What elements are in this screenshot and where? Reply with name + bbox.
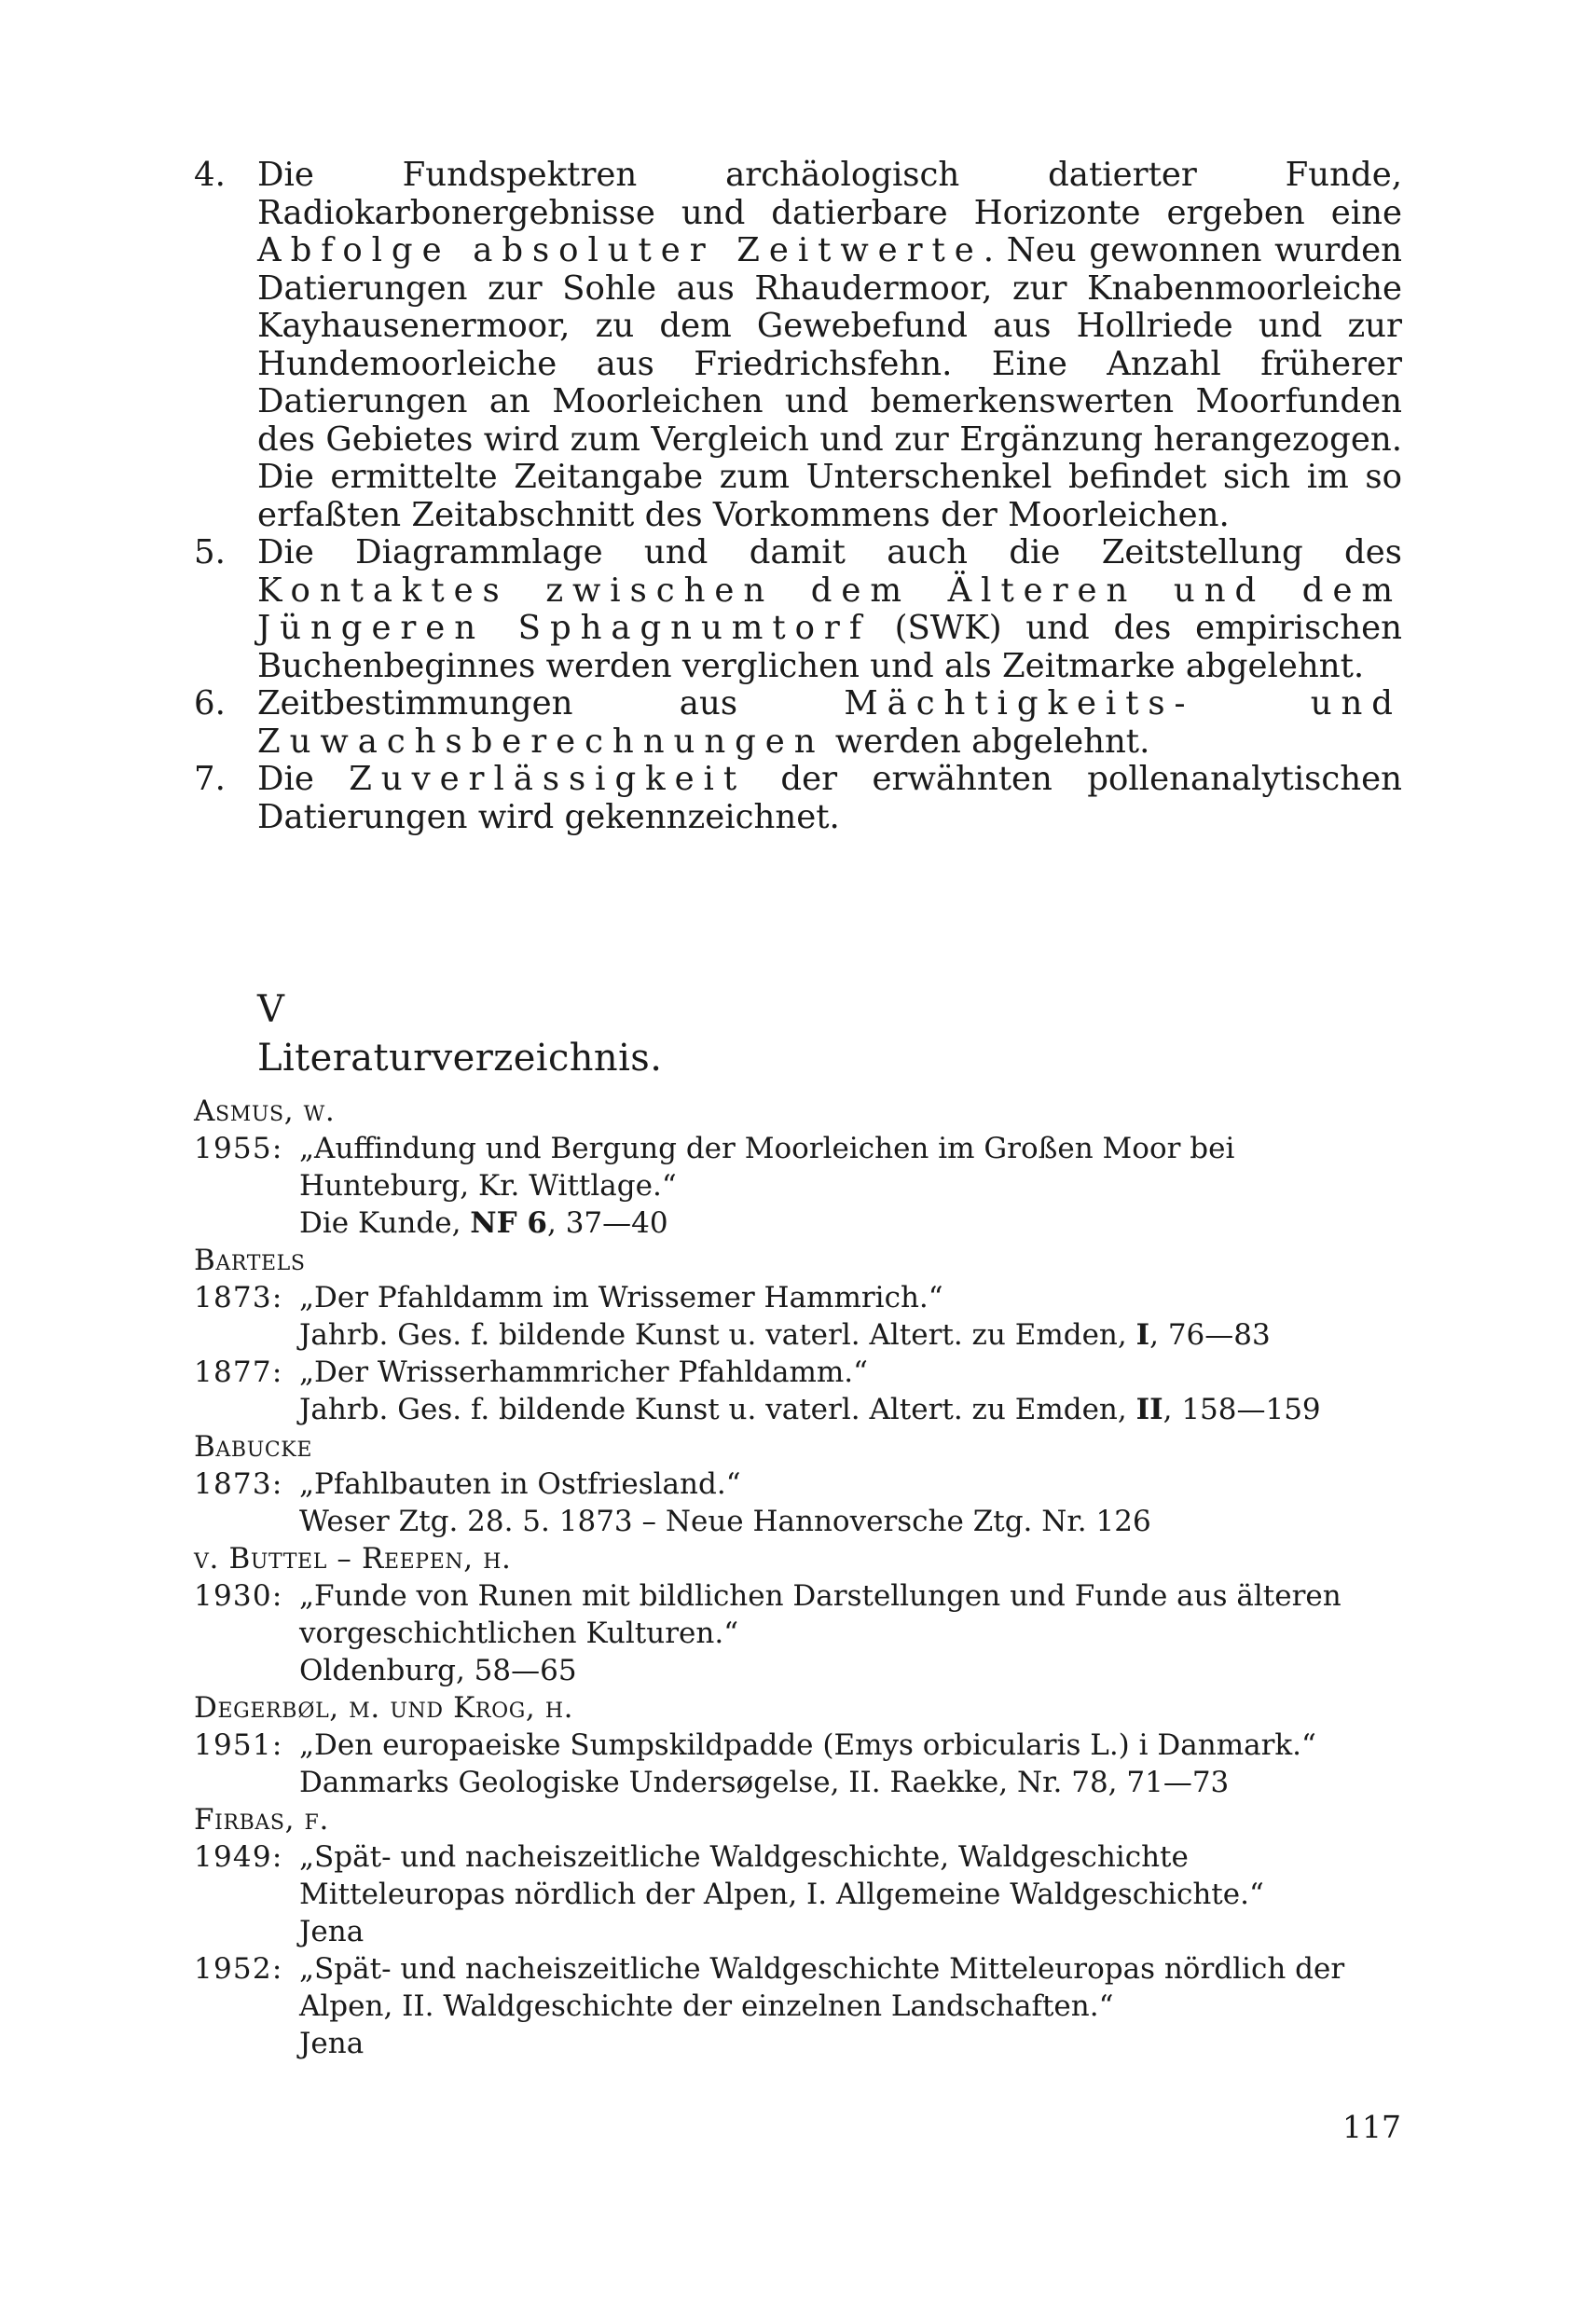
bib-year: 1949: [194,1840,283,1874]
item-text: (SWK) und des empirischen Buchenbeginnes werden verglichen und als Zeitmarke abgelehnt. [257,609,1402,685]
bib-source [194,1652,1402,1689]
page-number: 117 [1342,2109,1401,2145]
source-text: Jena [299,1915,365,1948]
summary-item [194,534,1402,685]
item-number: 6. [194,684,226,722]
bib-year: 1877: [194,1356,283,1389]
bib-entry [194,1354,1402,1391]
bib-entry [194,1577,1402,1652]
bib-year: 1952: [194,1952,283,1986]
bib-title: „Spät- und nacheiszeitliche Waldgeschichte, Waldgeschichte Mitteleuropas nördlich der Alpen, I. Allgemeine Waldgeschichte.“ [299,1840,1264,1911]
item-text: Die Fundspektren archäologisch datierter Funde, Radiokarbonergebnisse und datierbare Horizonte ergeben eine [257,156,1402,232]
volume-number: NF 6 [470,1206,547,1240]
bib-author: Degerbøl, m. und Krog, h. [194,1691,574,1725]
volume-number: II [1135,1393,1163,1426]
summary-list [194,157,1402,836]
item-number: 5. [194,533,226,571]
summary-item [194,685,1402,761]
source-text: Jena [299,2027,365,2060]
item-text: der erwähnten pollenanalytischen Datierungen wird gekennzeichnet. [257,760,1403,836]
volume-number: I [1135,1318,1150,1352]
bib-author: v. Buttel – Reepen, h. [194,1542,512,1576]
bib-source [194,1913,1402,1950]
bib-source [194,1391,1402,1428]
summary-item [194,761,1402,836]
bib-title: „Der Pfahldamm im Wrissemer Hammrich.“ [299,1281,943,1314]
bib-year: 1951: [194,1728,283,1762]
spaced-emphasis: Zuverlässigkeit [349,760,747,798]
item-text: Zeitbestimmungen aus [257,684,845,722]
section-number: V [257,988,284,1031]
spaced-emphasis: Kontaktes zwischen dem Älteren und dem Jüngeren Sphagnumtorf [257,571,1402,647]
item-number: 4. [194,156,226,194]
source-text: , 76—83 [1149,1318,1271,1352]
bib-source [194,2025,1402,2062]
source-text: Oldenburg, 58—65 [299,1654,577,1687]
item-text: werden abgelehnt. [824,722,1150,761]
source-text: , 158—159 [1163,1393,1321,1426]
bib-source [194,1204,1402,1242]
item-text: Die [257,760,350,798]
bib-author: Asmus, w. [194,1094,336,1128]
bib-source [194,1764,1402,1801]
bib-year: 1930: [194,1579,283,1613]
section-title: Literaturverzeichnis. [257,1037,663,1080]
bib-title: „Auffindung und Bergung der Moorleichen im Großen Moor bei Hunteburg, Kr. Wittlage.“ [299,1132,1235,1203]
bibliography [194,1093,1402,2062]
item-number: 7. [194,760,226,798]
source-text: Jahrb. Ges. f. bildende Kunst u. vaterl. Altert. zu Emden, [299,1318,1136,1352]
bib-year: 1873: [194,1467,283,1501]
bib-entry [194,1279,1402,1316]
bib-entry [194,1130,1402,1204]
bib-source [194,1316,1402,1354]
bib-year: 1873: [194,1281,283,1314]
source-text: , 37—40 [547,1206,668,1240]
item-text: . Neu gewonnen wurden Datierungen zur Sohle aus Rhaudermoor, zur Knabenmoorleiche Kayhausenermoor, zu dem Gewebefund aus Hollriede und zur Hundemoorleiche aus Friedrichsfehn. Eine Anzahl früherer Datierungen an Moorleichen und bemerkenswerten Moorfunden des Gebietes wird zum Vergleich und zur Ergänzung herangezogen. Die ermittelte Zeitangabe zum Unterschenkel befindet sich im so erfaßten Zeitabschnitt des Vorkommens der Moorleichen. [257,231,1403,534]
bib-title: „Pfahlbauten in Ostfriesland.“ [299,1467,741,1501]
bib-entry [194,1727,1402,1764]
bib-title: „Funde von Runen mit bildlichen Darstellungen und Funde aus älteren vorgeschichtlichen Kulturen.“ [299,1579,1341,1650]
bib-entry [194,1838,1402,1913]
item-text: Die Diagrammlage und damit auch die Zeitstellung des [257,533,1402,571]
bib-title: „Spät- und nacheiszeitliche Waldgeschichte Mitteleuropas nördlich der Alpen, II. Waldgeschichte der einzelnen Landschaften.“ [299,1952,1345,2023]
bib-source [194,1503,1402,1540]
source-text: Danmarks Geologiske Undersøgelse, II. Raekke, Nr. 78, 71—73 [299,1766,1230,1799]
bib-author: Babucke [194,1430,313,1464]
bib-entry [194,1950,1402,2025]
bib-author: Bartels [194,1244,306,1277]
spaced-emphasis: Mächtigkeits- und Zuwachsberechnungen [257,684,1402,761]
bib-entry [194,1466,1402,1503]
bib-title: „Der Wrisserhammricher Pfahldamm.“ [299,1356,868,1389]
bib-year: 1955: [194,1132,283,1165]
spaced-emphasis: Abfolge absoluter Zeitwerte [257,231,984,269]
source-text: Weser Ztg. 28. 5. 1873 – Neue Hannoversche Ztg. Nr. 126 [299,1505,1151,1538]
summary-item [194,157,1402,534]
source-text: Die Kunde, [299,1206,471,1240]
source-text: Jahrb. Ges. f. bildende Kunst u. vaterl. Altert. zu Emden, [299,1393,1136,1426]
bib-title: „Den europaeiske Sumpskildpadde (Emys orbicularis L.) i Danmark.“ [299,1728,1316,1762]
bib-author: Firbas, f. [194,1803,329,1837]
